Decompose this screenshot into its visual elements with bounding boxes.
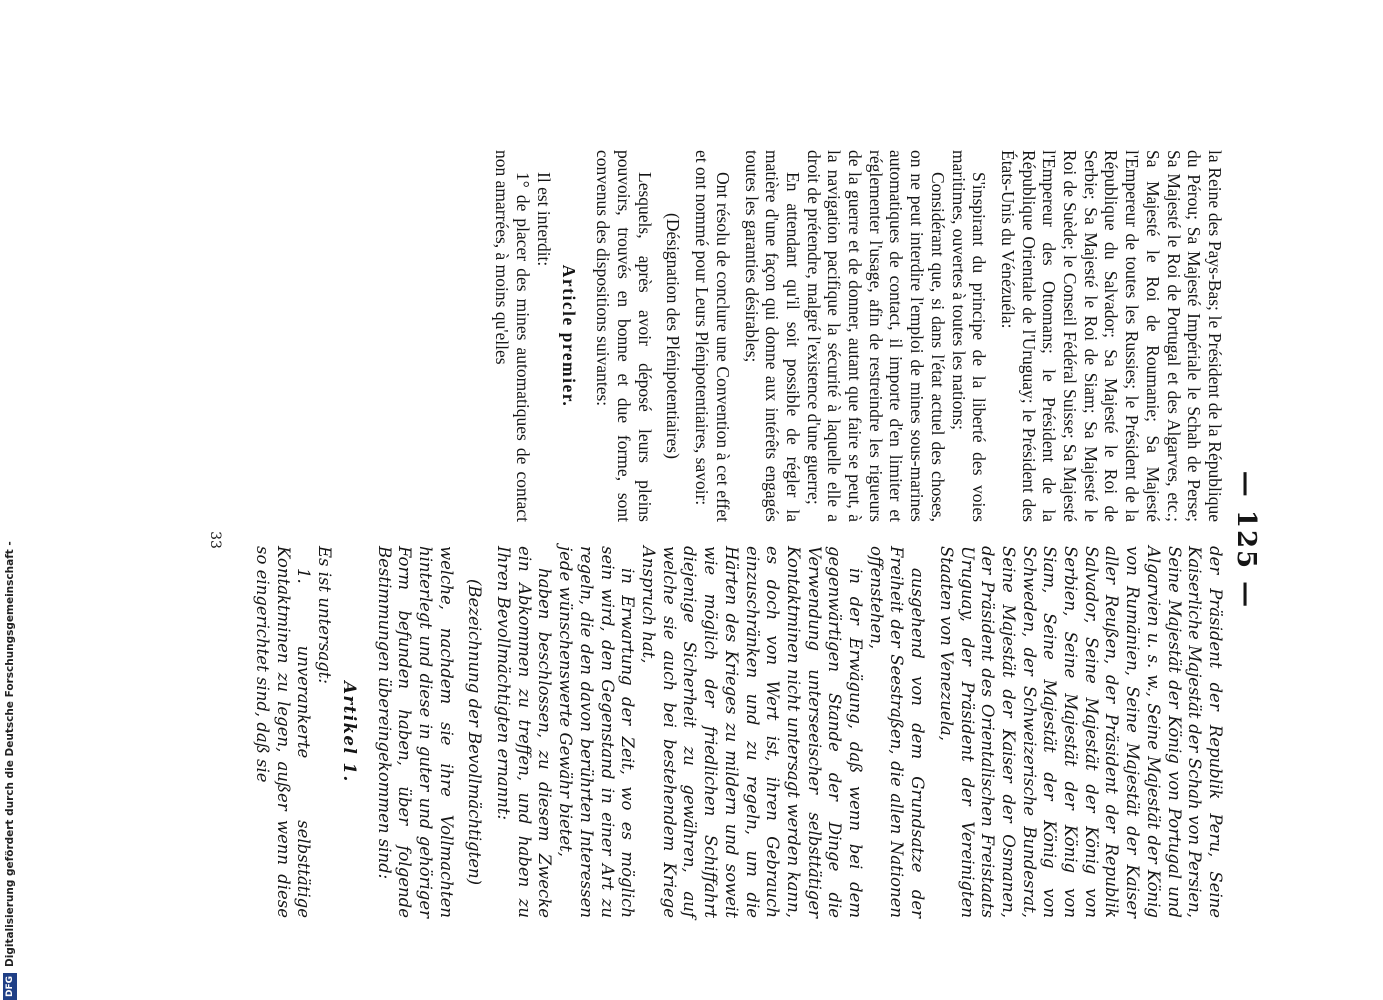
page-header: — 125 — (1231, 470, 1261, 610)
french-paragraph-1: S'inspirant du principe de la liberté des voies maritimes, ouvertes à toutes les nations; (948, 150, 990, 522)
french-column (492, 150, 1225, 522)
french-article-title: Article premier. (558, 264, 579, 408)
french-paragraph-6: Lesquels, après avoir déposé leurs pleins pouvoirs, trouvés en bonne et due forme, sont convenus des dispositions suivantes: (593, 150, 655, 522)
german-column (251, 546, 1225, 918)
german-paragraph-3: in Erwartung der Zeit, wo es möglich sein wird, den Gegenstand in einer Art zu regeln, die den davon berührten Interessen jede wünschenswerte Gewähr bietet, (556, 546, 638, 918)
german-paragraph-1: ausgehend von dem Grundsatze der Freiheit der Seestraßen, die allen Nationen offenstehen, (866, 546, 928, 918)
german-paragraph-7: Es ist untersagt: (315, 546, 335, 684)
french-paragraph-7: Il est interdit: (533, 172, 554, 267)
french-paragraph-8: 1° de placer des mines automatiques de contact non amarrées, à moins qu'elles (492, 150, 534, 522)
rotated-document-page (195, 150, 1261, 930)
french-paragraph-2: Considérant que, si dans l'état actuel des choses, on ne peut interdire l'emploi de mines sous-marines automatiques de contact, il importe d'en limiter et réglementer l'usage, afin de restreindre les rigueurs de la guerre et de donner, autant que faire se peut, à la navigation pacifique la sécurité à laquelle elle a droit de prétendre, malgré l'existence d'une guerre; (803, 150, 948, 522)
german-paragraph-2: in der Erwägung, daß wenn bei dem gegenwärtigen Stande der Dinge die Verwendung unterseeischer selbsttätiger Kontaktminen nicht untersagt werden kann, es doch von Wert ist, ihren Gebrauch einzuschränken und zu regeln, um die Härten des Krieges zu mildern und soweit wie möglich der friedlichen Schiffahrt diejenige Sicherheit zu gewähren, auf welche sie auch bei bestehendem Kriege Anspruch hat, (639, 546, 866, 918)
german-designation: (Bezeichnung der Bevollmächtigten) (465, 578, 485, 886)
french-paragraph-4: Ont résolu de conclure une Convention à cet effet et ont nommé pour Leurs Plénipotentiaires, savoir: (692, 150, 733, 522)
german-paragraph-4: haben beschlossen, zu diesem Zwecke ein Abkommen zu treffen, und haben zu Ihren Bevollmächtigten ernannt: (494, 546, 555, 918)
page-number: 33 (207, 531, 223, 549)
dfg-logo-icon: DFG (3, 973, 17, 1000)
digitization-caption-text: Digitalisierung gefördert durch die Deutsche Forschungsgemeinschaft - (4, 541, 16, 967)
german-article-title: Artikel 1. (339, 681, 359, 783)
german-paragraph-8: 1. unverankerte selbsttätige Kontaktminen zu legen, außer wenn diese so eingerichtet sind, daß sie (253, 546, 314, 918)
french-paragraph-3: En attendant qu'il soit possible de régler la matière d'une façon qui donne aux intérêts engagés toutes les garanties désirables; (741, 150, 803, 522)
german-intro: der Präsident der Republik Peru, Seine Kaiserliche Majestät der Schah von Persien, Seine Majestät der König von Portugal und Algarvien u. s. w., Seine Majestät der König von Rumänien, Seine Majestät der Kaiser aller Reußen, der Präsident der Republik Salvador, Seine Majestät der König von Serbien, Seine Majestät der König von Siam, Seine Majestät der König von Schweden, der Schweizerische Bundesrat, Seine Majestät der Kaiser der Osmanen, der Präsident des Orientalischen Freistaats Uruguay, der Präsident der Vereinigten Staaten von Venezuela, (936, 546, 1225, 918)
french-intro: la Reine des Pays-Bas; le Président de la République du Pérou; Sa Majesté Impériale le Schah de Perse; Sa Majesté le Roi de Portugal et des Algarves, etc.; Sa Majesté le Roi de Roumanie; Sa Majesté l'Empereur de toutes les Russies; le Président de la République du Salvador; Sa Majesté le Roi de Serbie; Sa Majesté le Roi de Siam; Sa Majesté le Roi de Suède; le Conseil Fédéral Suisse; Sa Majesté l'Empereur des Ottomans; le Président de la République Orientale de l'Uruguay; le Président des États-Unis du Vénézuéla: (997, 150, 1225, 522)
digitization-caption (2, 10, 18, 1000)
german-paragraph-6: welche, nachdem sie ihre Vollmachten hinterlegt und diese in guter und gehöriger Form befunden haben, über folgende Bestimmungen übereingekommen sind: (374, 546, 456, 918)
french-designation: (Désignation des Plénipotentiaires) (663, 213, 684, 459)
